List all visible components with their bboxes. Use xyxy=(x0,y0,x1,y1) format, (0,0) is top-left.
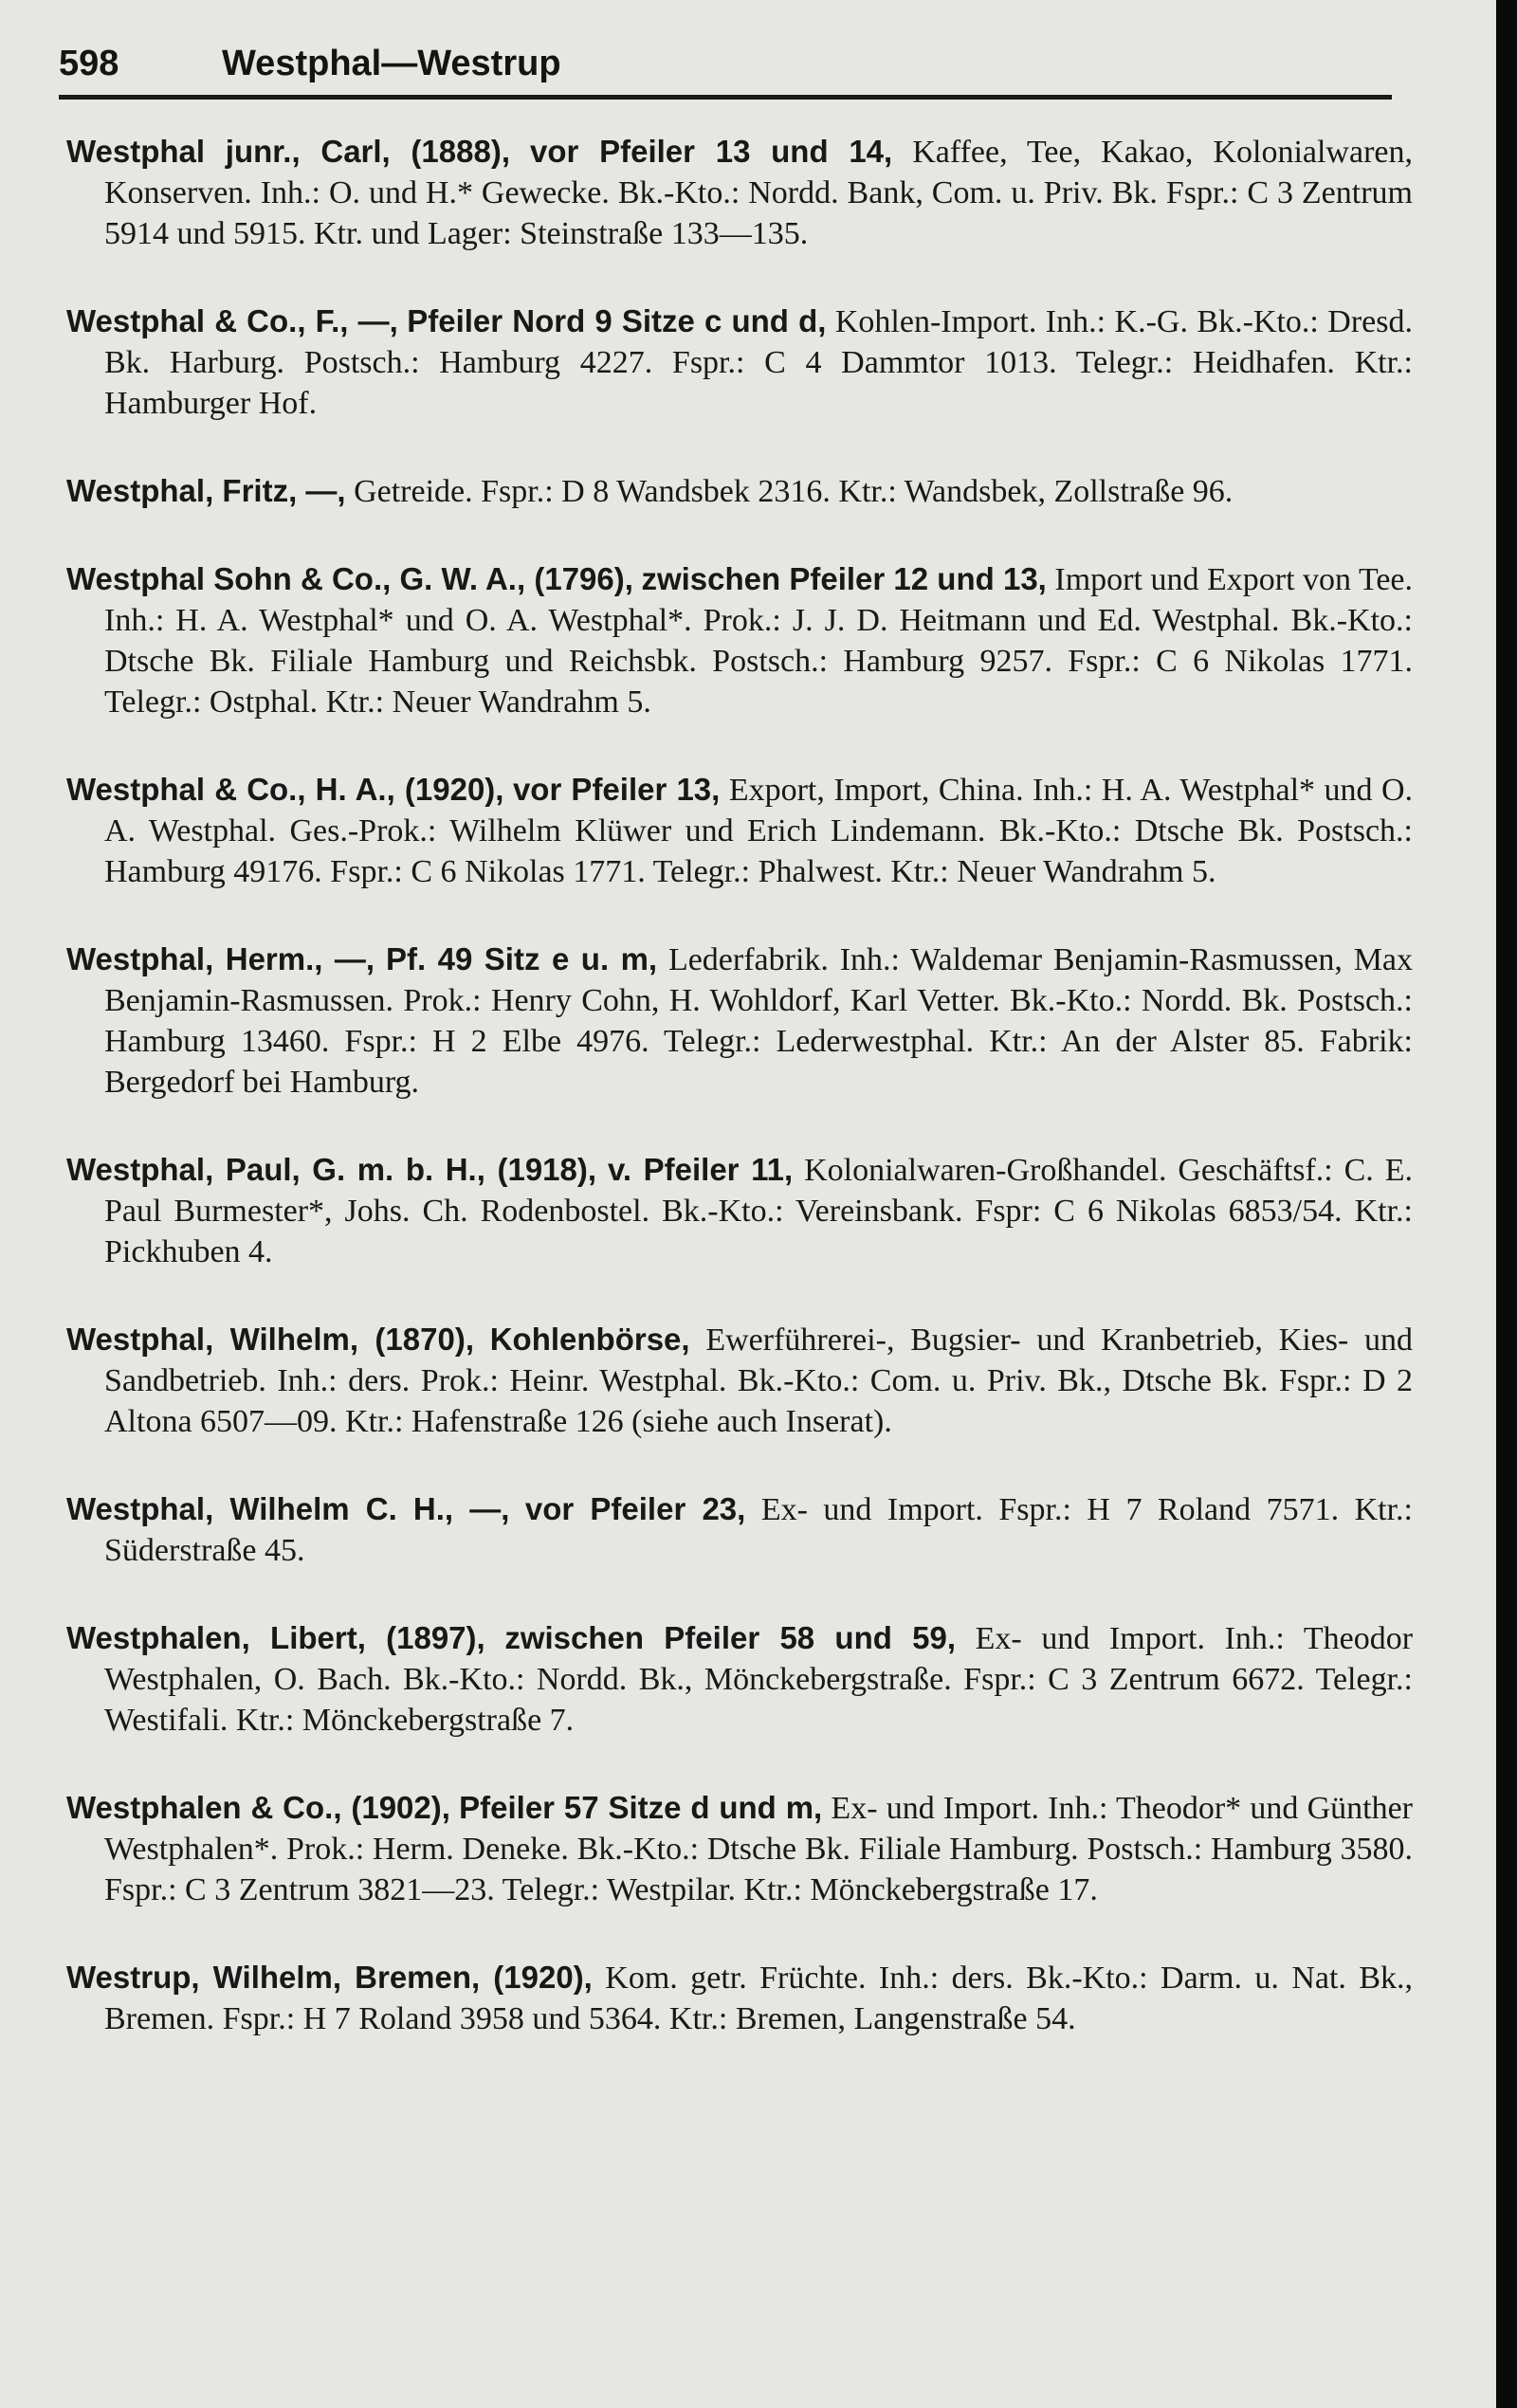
entry-details: Kolonialwaren-Großhandel. Geschäftsf.: C. E. Paul Burmester*, Johs. Ch. Rodenbostel. Bk.-Kto.: Vereinsbank. Fspr: C 6 Nikolas 6853/54. Ktr.: Pickhuben 4. xyxy=(104,1153,1413,1269)
entry-details: Lederfabrik. Inh.: Waldemar Benjamin-Rasmussen, Max Benjamin-Rasmussen. Prok.: Henry Cohn, H. Wohldorf, Karl Vetter. Bk.-Kto.: Nordd. Bk. Postsch.: Hamburg 13460. Fspr.: H 2 Elbe 4976. Telegr.: Lederwestphal. Ktr.: An der Alster 85. Fabrik: Bergedorf bei Hamburg. xyxy=(104,942,1414,1100)
entry-name: Westphal Sohn & Co., G. W. A., (1796), xyxy=(66,561,633,596)
entry-location: Pfeiler Nord 9 Sitze c und d, xyxy=(407,303,827,338)
entry-location: vor Pfeiler 13 und 14, xyxy=(530,134,893,169)
entry-name: Westphal & Co., F., —, xyxy=(66,303,398,338)
directory-entry xyxy=(66,470,1413,512)
entry-name: Westphal, Wilhelm, (1870), xyxy=(66,1322,474,1357)
page-number: 598 xyxy=(59,44,119,83)
directory-entry xyxy=(66,1957,1413,2039)
directory-entry xyxy=(66,558,1413,722)
running-head: Westphal—Westrup xyxy=(222,44,561,83)
entry-location: zwischen Pfeiler 12 und 13, xyxy=(641,561,1047,596)
entry-details: Ex- und Import. Fspr.: H 7 Roland 7571. Ktr.: Süderstraße 45. xyxy=(104,1492,1414,1568)
entry-details: Ex- und Import. Inh.: Theodor* und Günther Westphalen*. Prok.: Herm. Deneke. Bk.-Kto.: Dtsche Bk. Filiale Hamburg. Postsch.: Hamburg 3580. Fspr.: C 3 Zentrum 3821—23. Telegr.: Westpilar. Ktr.: Mönckebergstraße 17. xyxy=(104,1791,1413,1907)
entry-name: Westphalen, Libert, (1897), xyxy=(66,1620,485,1655)
entry-location: Kohlenbörse, xyxy=(489,1322,690,1357)
directory-entry xyxy=(66,1787,1413,1910)
entry-name: Westrup, Wilhelm, Bremen, (1920), xyxy=(66,1960,593,1995)
entry-location: Pfeiler 57 Sitze d und m, xyxy=(459,1790,823,1825)
entry-details: Kohlen-Import. Inh.: K.-G. Bk.-Kto.: Dresd. Bk. Harburg. Postsch.: Hamburg 4227. Fspr.: C 4 Dammtor 1013. Telegr.: Heidhafen. Ktr.: Hamburger Hof. xyxy=(104,304,1414,421)
directory-entry xyxy=(66,939,1413,1103)
directory-entry xyxy=(66,1617,1413,1741)
header-rule xyxy=(59,95,1392,100)
page-header xyxy=(59,38,1386,95)
directory-entry xyxy=(66,1488,1413,1571)
directory-entry xyxy=(66,1319,1413,1442)
entry-details: Export, Import, China. Inh.: H. A. Westphal* und O. A. Westphal. Ges.-Prok.: Wilhelm Klüwer und Erich Lindemann. Bk.-Kto.: Dtsche Bk. Postsch.: Hamburg 49176. Fspr.: C 6 Nikolas 1771. Telegr.: Phalwest. Ktr.: Neuer Wandrahm 5. xyxy=(104,773,1414,889)
directory-entry xyxy=(66,301,1413,424)
scan-border xyxy=(1496,0,1517,2408)
entry-name: Westphal, Wilhelm C. H., —, xyxy=(66,1491,510,1526)
directory-entries xyxy=(66,131,1413,2086)
entry-name: Westphal, Fritz, —, xyxy=(66,473,346,508)
directory-entry xyxy=(66,1149,1413,1272)
entry-details: Ewerführerei-, Bugsier- und Kranbetrieb, Kies- und Sandbetrieb. Inh.: ders. Prok.: Heinr. Westphal. Bk.-Kto.: Com. u. Priv. Bk., Dtsche Bk. Fspr.: D 2 Altona 6507—09. Ktr.: Hafenstraße 126 (siehe auch Inserat). xyxy=(104,1323,1414,1439)
entry-location: vor Pfeiler 23, xyxy=(524,1491,746,1526)
entry-details: Getreide. Fspr.: D 8 Wandsbek 2316. Ktr.: Wandsbek, Zollstraße 96. xyxy=(354,474,1234,509)
entry-location: vor Pfeiler 13, xyxy=(512,772,721,807)
entry-name: Westphal junr., Carl, (1888), xyxy=(66,134,510,169)
entry-name: Westphalen & Co., (1902), xyxy=(66,1790,450,1825)
entry-name: Westphal, Paul, G. m. b. H., (1918), xyxy=(66,1152,597,1187)
directory-entry xyxy=(66,131,1413,254)
entry-name: Westphal & Co., H. A., (1920), xyxy=(66,772,504,807)
entry-details: Kaffee, Tee, Kakao, Kolonialwaren, Konserven. Inh.: O. und H.* Gewecke. Bk.-Kto.: Nordd. Bank, Com. u. Priv. Bk. Fspr.: C 3 Zentrum 5914 und 5915. Ktr. und Lager: Steinstraße 133—135. xyxy=(104,135,1413,251)
entry-location: Pf. 49 Sitz e u. m, xyxy=(385,941,658,976)
entry-location: zwischen Pfeiler 58 und 59, xyxy=(504,1620,957,1655)
entry-details: Import und Export von Tee. Inh.: H. A. Westphal* und O. A. Westphal*. Prok.: J. J. D. Heitmann und Ed. Westphal. Bk.-Kto.: Dtsche Bk. Filiale Hamburg und Reichsbk. Postsch.: Hamburg 9257. Fspr.: C 6 Nikolas 1771. Telegr.: Ostphal. Ktr.: Neuer Wandrahm 5. xyxy=(104,562,1414,720)
entry-details: Kom. getr. Früchte. Inh.: ders. Bk.-Kto.: Darm. u. Nat. Bk., Bremen. Fspr.: H 7 Roland 3958 und 5364. Ktr.: Bremen, Langenstraße 54. xyxy=(104,1961,1414,2036)
entry-location: v. Pfeiler 11, xyxy=(607,1152,794,1187)
directory-entry xyxy=(66,769,1413,892)
entry-details: Ex- und Import. Inh.: Theodor Westphalen, O. Bach. Bk.-Kto.: Nordd. Bk., Mönckebergstraße. Fspr.: C 3 Zentrum 6672. Telegr.: Westifali. Ktr.: Mönckebergstraße 7. xyxy=(104,1621,1414,1738)
entry-name: Westphal, Herm., —, xyxy=(66,941,375,976)
